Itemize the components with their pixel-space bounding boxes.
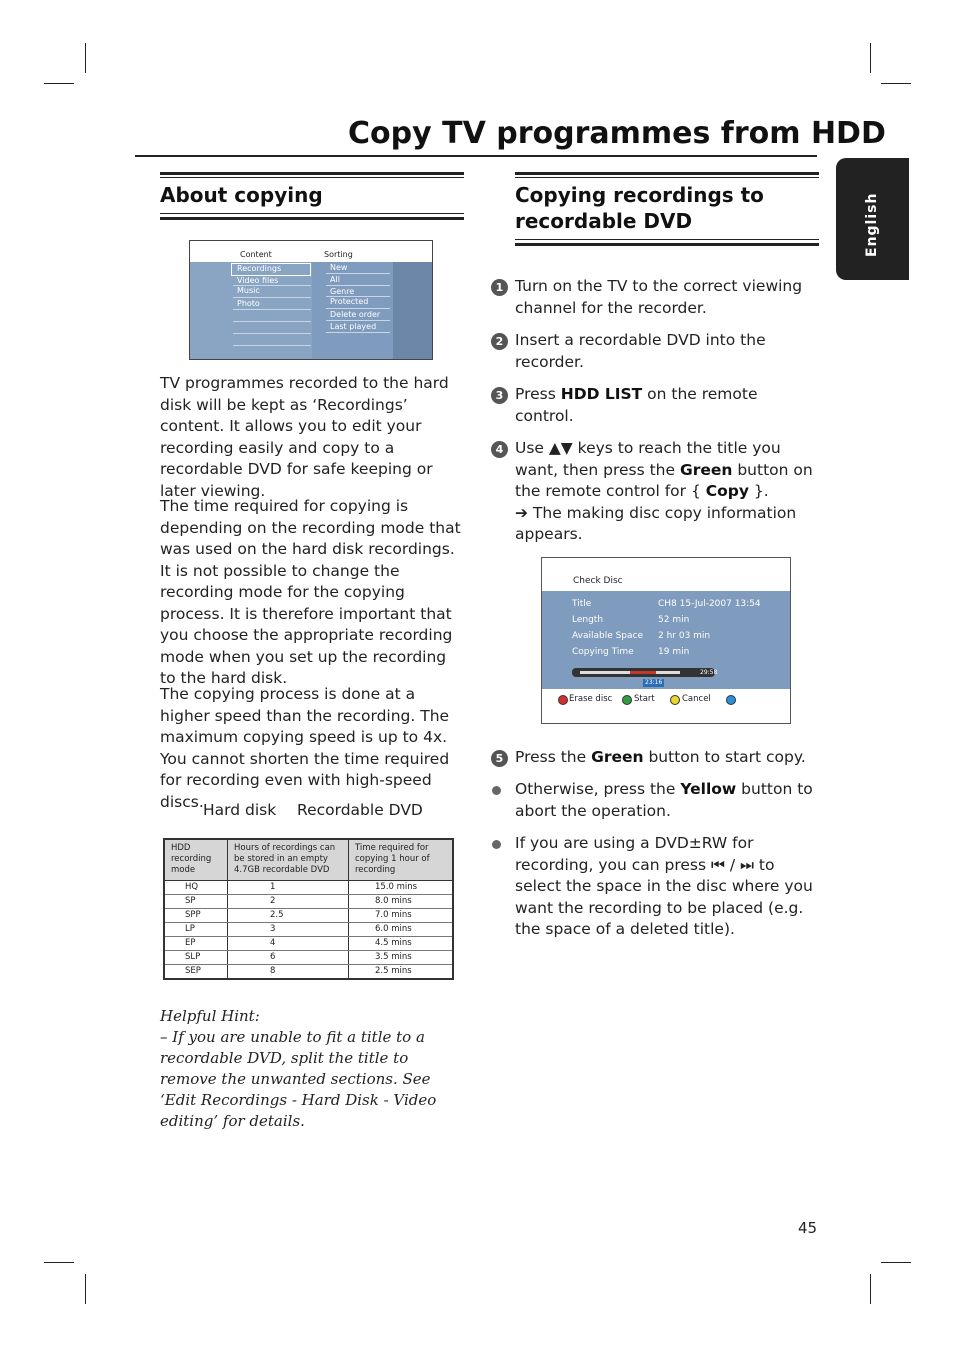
table-cell: 2.5 mins (349, 965, 454, 980)
bullet-icon (492, 840, 501, 849)
menu-sorting-item: Delete order (330, 310, 381, 319)
language-tab-label: English (864, 192, 880, 257)
table-cell: 7.0 mins (349, 909, 454, 923)
table-row (164, 895, 453, 909)
step-key: HDD LIST (560, 385, 643, 403)
crop-mark (870, 43, 871, 73)
table-cell: 3.5 mins (349, 951, 454, 965)
erase-disc-label: Erase disc (569, 694, 613, 704)
language-tab (836, 158, 909, 280)
page-number: 45 (798, 1219, 818, 1237)
menu-sorting-item: Protected (330, 297, 369, 306)
content-menu-screenshot (189, 240, 433, 360)
note-key: Yellow (680, 780, 737, 798)
copying-recordings-heading (515, 182, 764, 234)
step-4-text (515, 438, 815, 546)
menu-divider (326, 285, 390, 286)
menu-right-column (393, 262, 432, 359)
step-2-text: Insert a recordable DVD into the recorder. (515, 331, 766, 371)
table-header: HDD recording mode (164, 839, 228, 881)
table-cell: 6 (228, 951, 349, 965)
yellow-button-icon (670, 695, 680, 705)
step-number: 5 (491, 750, 508, 767)
menu-col-content: Content (240, 250, 272, 259)
crop-mark (85, 43, 86, 73)
menu-content-item: Recordings (237, 264, 282, 273)
menu-divider (326, 320, 390, 321)
step-key: Copy (705, 482, 749, 500)
bullet-icon (492, 786, 501, 795)
step-3-text (515, 384, 815, 427)
table-cell: 6.0 mins (349, 923, 454, 937)
heading-rule-top (515, 172, 819, 175)
green-button-icon (622, 695, 632, 705)
recordable-dvd-label: Recordable DVD (297, 801, 423, 819)
bar-value: 29:58 (700, 669, 718, 676)
table-row (164, 937, 453, 951)
step-text: Press (515, 385, 561, 403)
menu-divider (233, 345, 311, 346)
table-cell: 3 (228, 923, 349, 937)
table-row (164, 965, 453, 980)
menu-sorting-item: Last played (330, 322, 377, 331)
copy-time-paragraph: The time required for copying is depending on the recording mode that was used on the hard disk recordings. It is not possible to change the recording mode for the copying process. It is therefore important that you choose the appropriate recording mode when you set up the recording to the hard disk. (160, 497, 461, 687)
step-text: button to start copy. (643, 748, 806, 766)
disc-space-bar (572, 668, 718, 677)
crop-mark (870, 1274, 871, 1304)
crop-mark (44, 1262, 74, 1263)
helpful-hint (160, 1006, 462, 1132)
step-key: Green (679, 460, 733, 479)
menu-divider (233, 321, 311, 322)
dvd-rw-note: If you are using a DVD±RW for recording, you can press ⏮ / ⏭ to select the space in the disc where you want the recording to be placed (e.g. the space of a deleted title). (515, 834, 813, 938)
menu-sorting-item: Genre (330, 287, 355, 296)
red-button-icon (558, 695, 568, 705)
table-header-row (164, 839, 453, 881)
info-label: Length (572, 615, 604, 625)
hint-title: Helpful Hint: (160, 1007, 260, 1025)
about-copying-heading: About copying (160, 183, 323, 207)
step-number: 3 (491, 387, 508, 404)
heading-rule-top (160, 177, 464, 178)
heading-rule-top (160, 172, 464, 175)
menu-divider (233, 285, 311, 286)
table-cell: EP (164, 937, 228, 951)
table-cell: SPP (164, 909, 228, 923)
table-header: Hours of recordings can be stored in an empty 4.7GB recordable DVD (228, 839, 349, 881)
crop-mark (44, 83, 74, 84)
table-row (164, 951, 453, 965)
info-value: 52 min (658, 615, 690, 625)
step-result: ➔ The making disc copy information appears. (515, 503, 797, 543)
info-label: Available Space (572, 631, 644, 641)
menu-divider (326, 332, 390, 333)
heading-rule-top (515, 177, 819, 178)
table-cell: SLP (164, 951, 228, 965)
menu-col-sorting: Sorting (324, 250, 353, 259)
table-cell: 4 (228, 937, 349, 951)
table-header: Time required for copying 1 hour of recording (349, 839, 454, 881)
page-title: Copy TV programmes from HDD (348, 116, 886, 151)
menu-header (190, 241, 432, 263)
abort-note (515, 779, 815, 822)
menu-divider (233, 297, 311, 298)
table-cell: 15.0 mins (349, 881, 454, 895)
menu-divider (326, 308, 390, 309)
table-cell: 8 (228, 965, 349, 980)
bar-marker: 23:16 (645, 679, 663, 686)
menu-divider (233, 309, 311, 310)
heading-rule-bottom (160, 213, 464, 214)
step-text: }. (748, 482, 769, 500)
table-cell: 8.0 mins (349, 895, 454, 909)
disc-space-copy (630, 671, 656, 674)
step-number: 2 (491, 333, 508, 350)
start-label: Start (634, 694, 655, 704)
info-value: 19 min (658, 647, 690, 657)
title-rule (135, 155, 817, 157)
cancel-label: Cancel (682, 694, 711, 704)
table-cell: 2 (228, 895, 349, 909)
step-text: on the remote control. (515, 385, 758, 425)
menu-sorting-item: All (330, 275, 340, 284)
table-cell: SEP (164, 965, 228, 980)
table-cell: LP (164, 923, 228, 937)
table-cell: 2.5 (228, 909, 349, 923)
recording-mode-table (163, 838, 454, 980)
hard-disk-label: Hard disk (203, 801, 277, 819)
table-row (164, 909, 453, 923)
copy-speed-paragraph: The copying process is done at a higher speed than the recording. The maximum copying speed is up to 4x. You cannot shorten the time required for recording even with high-speed discs. (160, 685, 450, 811)
menu-content-item: Video files (237, 276, 279, 285)
menu-divider (326, 296, 390, 297)
heading-rule-bottom (515, 243, 819, 246)
info-value: CH8 15-Jul-2007 13:54 (658, 599, 761, 609)
menu-content-item: Photo (237, 299, 260, 308)
table-row (164, 881, 453, 895)
table-cell: 1 (228, 881, 349, 895)
step-number: 1 (491, 279, 508, 296)
crop-mark (881, 1262, 911, 1263)
heading-line: recordable DVD (515, 209, 693, 233)
menu-sorting-item: New (330, 263, 348, 272)
step-text: Press the (515, 748, 592, 766)
table-cell: HQ (164, 881, 228, 895)
heading-rule-bottom (160, 217, 464, 220)
info-label: Copying Time (572, 647, 634, 657)
blue-button-icon (726, 695, 736, 705)
check-disc-title: Check Disc (573, 576, 623, 586)
step-5-text (515, 747, 815, 769)
check-disc-screen (541, 557, 791, 724)
step-number: 4 (491, 441, 508, 458)
crop-mark (881, 83, 911, 84)
table-cell: SP (164, 895, 228, 909)
note-text: button to abort the operation. (515, 780, 813, 820)
table-row (164, 923, 453, 937)
step-text: Use ▲▼ keys to reach the title you want, then press the (515, 439, 781, 479)
step-key: Green (591, 748, 644, 766)
intro-paragraph: TV programmes recorded to the hard disk will be kept as ‘Recordings’ content. It allows you to edit your recording easily and copy to a recordable DVD for safe keeping or later viewing. (160, 374, 449, 500)
crop-mark (85, 1274, 86, 1304)
info-value: 2 hr 03 min (658, 631, 711, 641)
hint-text: – If you are unable to fit a title to a recordable DVD, split the title to remove the unwanted sections. See ‘Edit Recordings - Hard Disk - Video editing’ for details. (160, 1028, 437, 1130)
heading-line: Copying recordings to (515, 183, 764, 207)
note-text: Otherwise, press the (515, 780, 681, 798)
table-cell: 4.5 mins (349, 937, 454, 951)
menu-content-item: Music (237, 286, 260, 295)
menu-divider (326, 273, 390, 274)
info-label: Title (572, 599, 592, 609)
step-1-text: Turn on the TV to the correct viewing channel for the recorder. (515, 277, 803, 317)
menu-divider (233, 333, 311, 334)
step-text: button on the remote control for { (515, 460, 813, 500)
heading-rule-bottom (515, 239, 819, 240)
